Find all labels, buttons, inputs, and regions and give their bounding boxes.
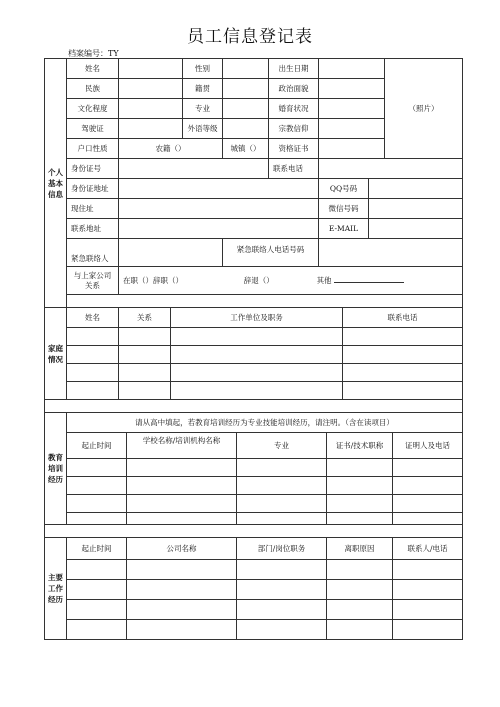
- field-idno[interactable]: [119, 159, 269, 179]
- field-marital[interactable]: [319, 99, 385, 119]
- field-phone[interactable]: [319, 159, 463, 179]
- label-hukou: 户口性质: [67, 139, 119, 159]
- field-other[interactable]: [334, 275, 404, 283]
- field-ethnicity[interactable]: [119, 79, 183, 99]
- table-row: [45, 328, 463, 346]
- field-birth[interactable]: [319, 59, 385, 79]
- table-row: [45, 580, 463, 600]
- section-education: 教育 培训 经历: [45, 413, 67, 525]
- label-ethnicity: 民族: [67, 79, 119, 99]
- work-table: [44, 537, 463, 640]
- label-politics: 政治面貌: [269, 79, 319, 99]
- table-row: [45, 346, 463, 364]
- family-header-name: 姓名: [67, 308, 119, 328]
- edu-header-referee: 证明人及电话: [393, 433, 463, 459]
- label-wechat: 微信号码: [319, 199, 369, 219]
- work-header-dept: 部门/岗位职务: [237, 538, 327, 560]
- label-cert: 资格证书: [269, 139, 319, 159]
- family-table: [44, 307, 463, 413]
- work-header-reason: 离职原因: [327, 538, 393, 560]
- family-header-phone: 联系电话: [343, 308, 463, 328]
- table-row: [45, 600, 463, 620]
- option-other[interactable]: 其他: [316, 276, 332, 285]
- section-work: 主要 工作 经历: [45, 538, 67, 640]
- spacer-row: [67, 295, 463, 308]
- label-phone: 联系电话: [269, 159, 319, 179]
- field-name[interactable]: [119, 59, 183, 79]
- field-idaddr[interactable]: [119, 179, 319, 199]
- option-onjob[interactable]: 在职（）辞职（）: [123, 276, 183, 285]
- field-email[interactable]: [369, 219, 463, 239]
- file-number: 档案编号：TY: [68, 49, 119, 58]
- option-rural[interactable]: 农籍（）: [119, 139, 223, 159]
- label-marital: 婚育状况: [269, 99, 319, 119]
- work-header-contact: 联系人/电话: [393, 538, 463, 560]
- spacer-row: [45, 525, 463, 538]
- label-native: 籍贯: [183, 79, 223, 99]
- table-row: [45, 477, 463, 495]
- education-note: 请从高中填起，若教育培训经历为专业技能培训经历，请注明。（含在读项目）: [67, 413, 463, 433]
- label-religion: 宗教信仰: [269, 119, 319, 139]
- field-major[interactable]: [223, 99, 269, 119]
- field-politics[interactable]: [319, 79, 385, 99]
- label-gender: 性别: [183, 59, 223, 79]
- edu-header-school: 学校名称/培训机构名称: [127, 433, 237, 459]
- table-row: [45, 560, 463, 580]
- label-email: E-MAIL: [319, 219, 369, 239]
- label-current: 现住址: [67, 199, 119, 219]
- option-resigned[interactable]: 辞退（）: [243, 276, 274, 285]
- field-emergency[interactable]: [119, 239, 223, 267]
- label-foreign: 外语等级: [183, 119, 223, 139]
- work-header-period: 起止时间: [67, 538, 127, 560]
- personal-info-table: [44, 58, 463, 308]
- table-row: [45, 459, 463, 477]
- table-row: [45, 382, 463, 400]
- field-religion[interactable]: [319, 119, 385, 139]
- form-title: 员工信息登记表: [187, 27, 313, 47]
- field-emergency-phone[interactable]: [319, 239, 463, 267]
- label-education: 文化程度: [67, 99, 119, 119]
- education-table: [44, 412, 463, 538]
- edu-header-period: 起止时间: [67, 433, 127, 459]
- spacer-row: [45, 400, 463, 413]
- family-header-employer: 工作单位及职务: [171, 308, 343, 328]
- label-qq: QQ号码: [319, 179, 369, 199]
- section-personal: 个人 基本 信息: [45, 59, 67, 308]
- field-education[interactable]: [119, 99, 183, 119]
- field-current[interactable]: [119, 199, 319, 219]
- label-emergency: 紧急联络人: [67, 239, 119, 267]
- table-row: [45, 364, 463, 382]
- field-contact-addr[interactable]: [119, 219, 319, 239]
- label-contact-addr: 联系地址: [67, 219, 119, 239]
- label-major: 专业: [183, 99, 223, 119]
- family-header-relation: 关系: [119, 308, 171, 328]
- label-emergency-phone: 紧急联络人电话号码: [223, 239, 319, 267]
- edu-header-major: 专业: [237, 433, 327, 459]
- option-urban[interactable]: 城镇（）: [223, 139, 269, 159]
- label-relation: 与上家公司 关系: [67, 267, 119, 295]
- label-license: 驾驶证: [67, 119, 119, 139]
- relation-options: [119, 267, 463, 295]
- label-idno: 身份证号: [67, 159, 119, 179]
- label-birth: 出生日期: [269, 59, 319, 79]
- label-idaddr: 身份证地址: [67, 179, 119, 199]
- registration-form: [44, 58, 462, 638]
- field-qq[interactable]: [369, 179, 463, 199]
- field-cert[interactable]: [319, 139, 385, 159]
- photo-box[interactable]: （照片）: [385, 59, 463, 159]
- edu-header-cert: 证书/技术职称: [327, 433, 393, 459]
- field-native[interactable]: [223, 79, 269, 99]
- table-row: [45, 620, 463, 640]
- field-gender[interactable]: [223, 59, 269, 79]
- work-header-company: 公司名称: [127, 538, 237, 560]
- field-wechat[interactable]: [369, 199, 463, 219]
- field-foreign[interactable]: [223, 119, 269, 139]
- label-name: 姓名: [67, 59, 119, 79]
- field-license[interactable]: [119, 119, 183, 139]
- section-family: 家庭 情况: [45, 308, 67, 400]
- table-row: [45, 495, 463, 513]
